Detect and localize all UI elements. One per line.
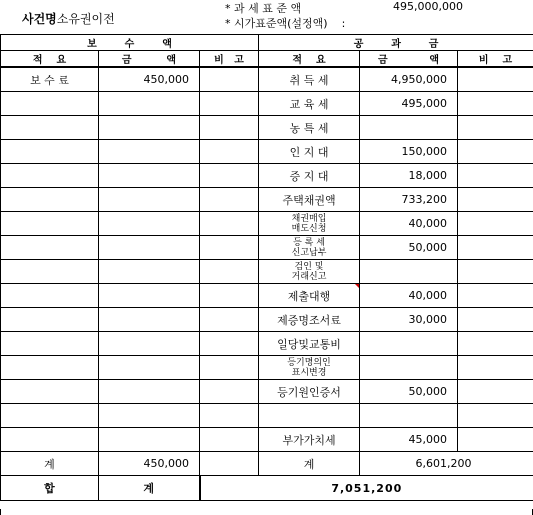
row-left-note [200, 428, 259, 452]
col-left-note: 비 고 [200, 51, 259, 68]
row-left-amount [99, 404, 200, 428]
row-left-desc [1, 164, 99, 188]
row-left-note [200, 188, 259, 212]
row-right-amount: 733,200 [360, 188, 458, 212]
row-right-desc [259, 404, 360, 428]
row-right-note [458, 188, 533, 212]
row-left-note [200, 308, 259, 332]
row-left-amount [99, 380, 200, 404]
row-right-amount: 45,000 [360, 428, 458, 452]
row-left-desc [1, 332, 99, 356]
row-right-note [458, 67, 533, 92]
table-row [1, 116, 533, 140]
table-row [1, 164, 533, 188]
row-right-desc: 등기원인증서 [259, 380, 360, 404]
row-left-note [200, 116, 259, 140]
row-right-amount [360, 404, 458, 428]
table-row [1, 212, 533, 236]
row-right-note [458, 428, 533, 452]
row-left-amount [99, 260, 200, 284]
row-right-amount: 150,000 [360, 140, 458, 164]
column-header-row [1, 51, 533, 68]
grand-total-value: 7,051,200 [200, 476, 533, 501]
col-right-amount: 금 액 [360, 51, 458, 68]
row-left-amount [99, 212, 200, 236]
table-row [1, 380, 533, 404]
statement-header [0, 0, 533, 34]
row-left-desc [1, 92, 99, 116]
row-left-desc [1, 356, 99, 380]
row-left-desc [1, 428, 99, 452]
row-left-amount [99, 332, 200, 356]
row-left-amount [99, 428, 200, 452]
market-value-label: * 시가표준액(설정액) : [225, 17, 346, 30]
section-public-heading: 공 과 금 [259, 35, 533, 51]
row-right-amount: 40,000 [360, 284, 458, 308]
bottom-border [0, 509, 533, 515]
table-row [1, 188, 533, 212]
row-right-desc: 농 특 세 [259, 116, 360, 140]
col-left-amount: 금 액 [99, 51, 200, 68]
row-right-desc: 증 지 대 [259, 164, 360, 188]
subtotal-right-label: 계 [259, 452, 360, 476]
row-right-amount: 4,950,000 [360, 67, 458, 92]
row-right-note [458, 284, 533, 308]
row-left-desc [1, 308, 99, 332]
row-left-amount [99, 356, 200, 380]
table-row [1, 260, 533, 284]
row-right-amount: 50,000 [360, 236, 458, 260]
col-right-desc: 적 요 [259, 51, 360, 68]
row-right-amount [360, 116, 458, 140]
row-left-desc [1, 116, 99, 140]
row-left-note [200, 356, 259, 380]
row-left-note [200, 284, 259, 308]
case-name: 소유권이전 [56, 12, 115, 26]
row-left-amount: 450,000 [99, 67, 200, 92]
row-left-amount [99, 188, 200, 212]
row-left-amount [99, 140, 200, 164]
table-row [1, 308, 533, 332]
row-left-desc: 보 수 료 [1, 67, 99, 92]
row-right-desc: 제증명조서료 [259, 308, 360, 332]
row-right-desc: 등 록 세 신고납부 [259, 236, 360, 260]
row-left-note [200, 380, 259, 404]
row-left-desc [1, 284, 99, 308]
row-right-note [458, 92, 533, 116]
row-right-note [458, 332, 533, 356]
case-label: 사건명 [22, 12, 57, 26]
row-left-desc [1, 236, 99, 260]
row-right-note [458, 236, 533, 260]
table-row [1, 140, 533, 164]
table-row [1, 356, 533, 380]
row-left-amount [99, 284, 200, 308]
grand-total-label-b: 계 [99, 476, 200, 501]
item-rows [1, 67, 533, 452]
row-left-note [200, 236, 259, 260]
grand-total-row [1, 476, 533, 501]
case-title [22, 10, 115, 27]
row-left-note [200, 260, 259, 284]
row-right-note [458, 260, 533, 284]
row-right-desc: 검인 및 거래신고 [259, 260, 360, 284]
section-header-row [1, 35, 533, 51]
row-right-note [458, 380, 533, 404]
row-left-note [200, 404, 259, 428]
row-left-amount [99, 236, 200, 260]
row-right-desc: 등기명의인 표시변경 [259, 356, 360, 380]
row-right-amount: 495,000 [360, 92, 458, 116]
subtotal-right-value: 6,601,200 [360, 452, 533, 476]
tax-base-value: 495,000,000 [393, 0, 463, 13]
row-left-note [200, 67, 259, 92]
row-left-desc [1, 188, 99, 212]
table-row [1, 284, 533, 308]
row-right-desc: 교 육 세 [259, 92, 360, 116]
row-left-amount [99, 92, 200, 116]
row-right-desc: 취 득 세 [259, 67, 360, 92]
col-right-note: 비 고 [458, 51, 533, 68]
col-left-desc: 적 요 [1, 51, 99, 68]
row-right-amount: 30,000 [360, 308, 458, 332]
grand-total-label-a: 합 [1, 476, 99, 501]
row-right-amount: 50,000 [360, 380, 458, 404]
row-right-note [458, 356, 533, 380]
row-right-amount: 40,000 [360, 212, 458, 236]
tax-base-label: * 과 세 표 준 액 [225, 2, 302, 15]
table-row [1, 236, 533, 260]
row-right-note [458, 404, 533, 428]
section-fee-heading: 보 수 액 [1, 35, 259, 51]
table-row [1, 404, 533, 428]
table-row [1, 92, 533, 116]
row-right-note [458, 212, 533, 236]
row-right-note [458, 140, 533, 164]
subtotal-left-label: 계 [1, 452, 99, 476]
row-left-amount [99, 308, 200, 332]
row-left-note [200, 164, 259, 188]
subtotal-left-note [200, 452, 259, 476]
row-right-desc: 인 지 대 [259, 140, 360, 164]
row-right-note [458, 116, 533, 140]
row-right-amount [360, 356, 458, 380]
row-left-note [200, 212, 259, 236]
row-left-desc [1, 404, 99, 428]
row-right-desc: 채권매입 매도신청 [259, 212, 360, 236]
row-left-note [200, 332, 259, 356]
table-row [1, 67, 533, 92]
fee-table [0, 34, 533, 501]
row-left-desc [1, 380, 99, 404]
row-left-amount [99, 116, 200, 140]
row-left-note [200, 92, 259, 116]
row-left-desc [1, 140, 99, 164]
row-right-desc: 제출대행 [259, 284, 360, 308]
row-left-note [200, 140, 259, 164]
subtotal-left-value: 450,000 [99, 452, 200, 476]
row-right-amount [360, 260, 458, 284]
comment-marker-icon [355, 284, 359, 288]
row-right-amount [360, 332, 458, 356]
row-right-note [458, 308, 533, 332]
row-right-desc: 일당및교통비 [259, 332, 360, 356]
row-left-desc [1, 212, 99, 236]
row-right-amount: 18,000 [360, 164, 458, 188]
row-left-desc [1, 260, 99, 284]
table-row [1, 332, 533, 356]
row-right-note [458, 164, 533, 188]
row-right-desc: 부가가치세 [259, 428, 360, 452]
row-right-desc: 주택채권액 [259, 188, 360, 212]
row-left-amount [99, 164, 200, 188]
subtotal-row [1, 452, 533, 476]
table-row [1, 428, 533, 452]
